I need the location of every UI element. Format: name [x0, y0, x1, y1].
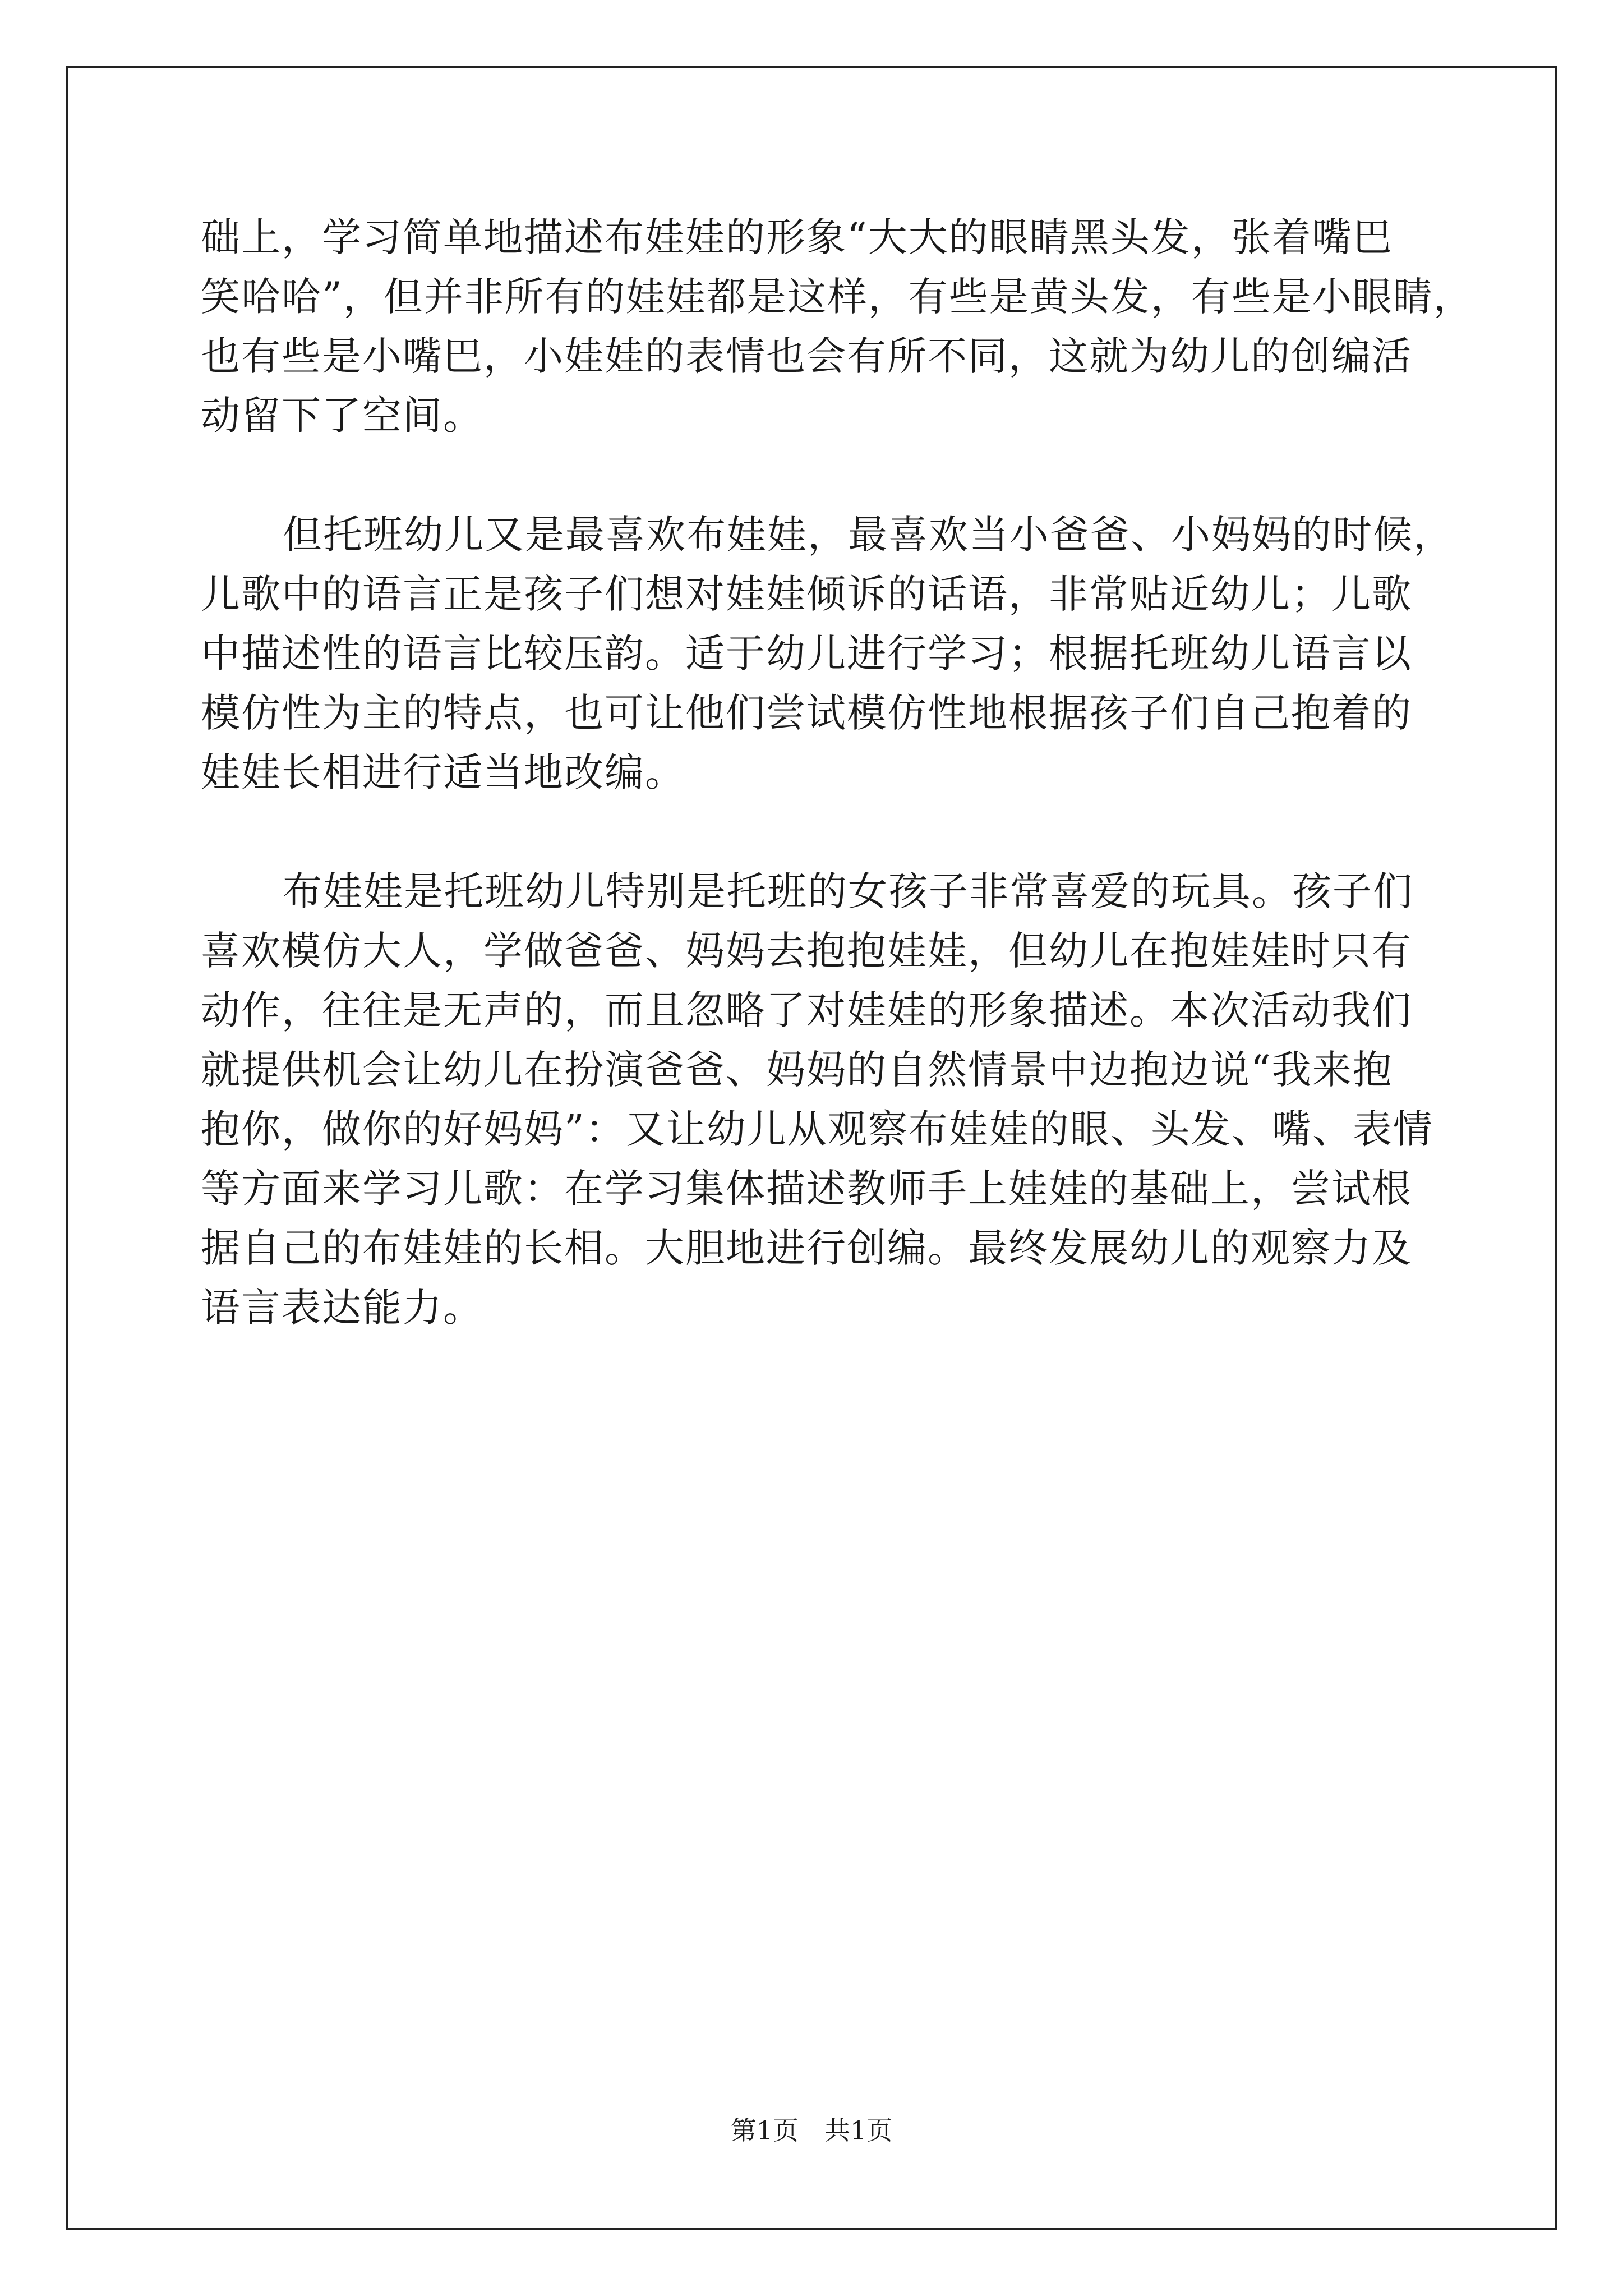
text-line: 语言表达能力。: [201, 1285, 483, 1331]
page-number-footer: 第1页 共1页: [730, 2115, 893, 2146]
text-line: 也有些是小嘴巴，小娃娃的表情也会有所不同，这就为幼儿的创编活: [201, 333, 1412, 379]
text-line: 模仿性为主的特点，也可让他们尝试模仿性地根据孩子们自己抱着的: [201, 690, 1412, 736]
text-line: 据自己的布娃娃的长相。大胆地进行创编。最终发展幼儿的观察力及: [201, 1225, 1412, 1271]
text-line: 等方面来学习儿歌：在学习集体描述教师手上娃娃的基础上，尝试根: [201, 1166, 1412, 1212]
text-line: 动作，往往是无声的，而且忽略了对娃娃的形象描述。本次活动我们: [201, 987, 1412, 1033]
paragraph-2: [201, 505, 1474, 802]
text-line: 抱你，做你的好妈妈”：又让幼儿从观察布娃娃的眼、头发、嘴、表情: [201, 1106, 1433, 1152]
paragraph-1: [201, 208, 1474, 445]
text-line: 布娃娃是托班幼儿特别是托班的女孩子非常喜爱的玩具。孩子们: [283, 868, 1413, 914]
text-line: 就提供机会让幼儿在扮演爸爸、妈妈的自然情景中边抱边说“我来抱: [201, 1047, 1393, 1093]
paragraph-3: [201, 862, 1474, 1337]
text-line: 笑哈哈”，但并非所有的娃娃都是这样，有些是黄头发，有些是小眼睛，: [201, 274, 1474, 320]
text-line: 础上，学习简单地描述布娃娃的形象“大大的眼睛黑头发，张着嘴巴: [201, 214, 1393, 260]
text-line: 中描述性的语言比较压韵。适于幼儿进行学习；根据托班幼儿语言以: [201, 631, 1412, 677]
text-line: 儿歌中的语言正是孩子们想对娃娃倾诉的话语，非常贴近幼儿；儿歌: [201, 571, 1412, 617]
text-line: 动留下了空间。: [201, 393, 483, 439]
text-line: 但托班幼儿又是最喜欢布娃娃，最喜欢当小爸爸、小妈妈的时候，: [283, 512, 1454, 558]
document-body: [201, 208, 1474, 1337]
text-line: 喜欢模仿大人，学做爸爸、妈妈去抱抱娃娃，但幼儿在抱娃娃时只有: [201, 928, 1412, 974]
text-line: 娃娃长相进行适当地改编。: [201, 749, 685, 795]
